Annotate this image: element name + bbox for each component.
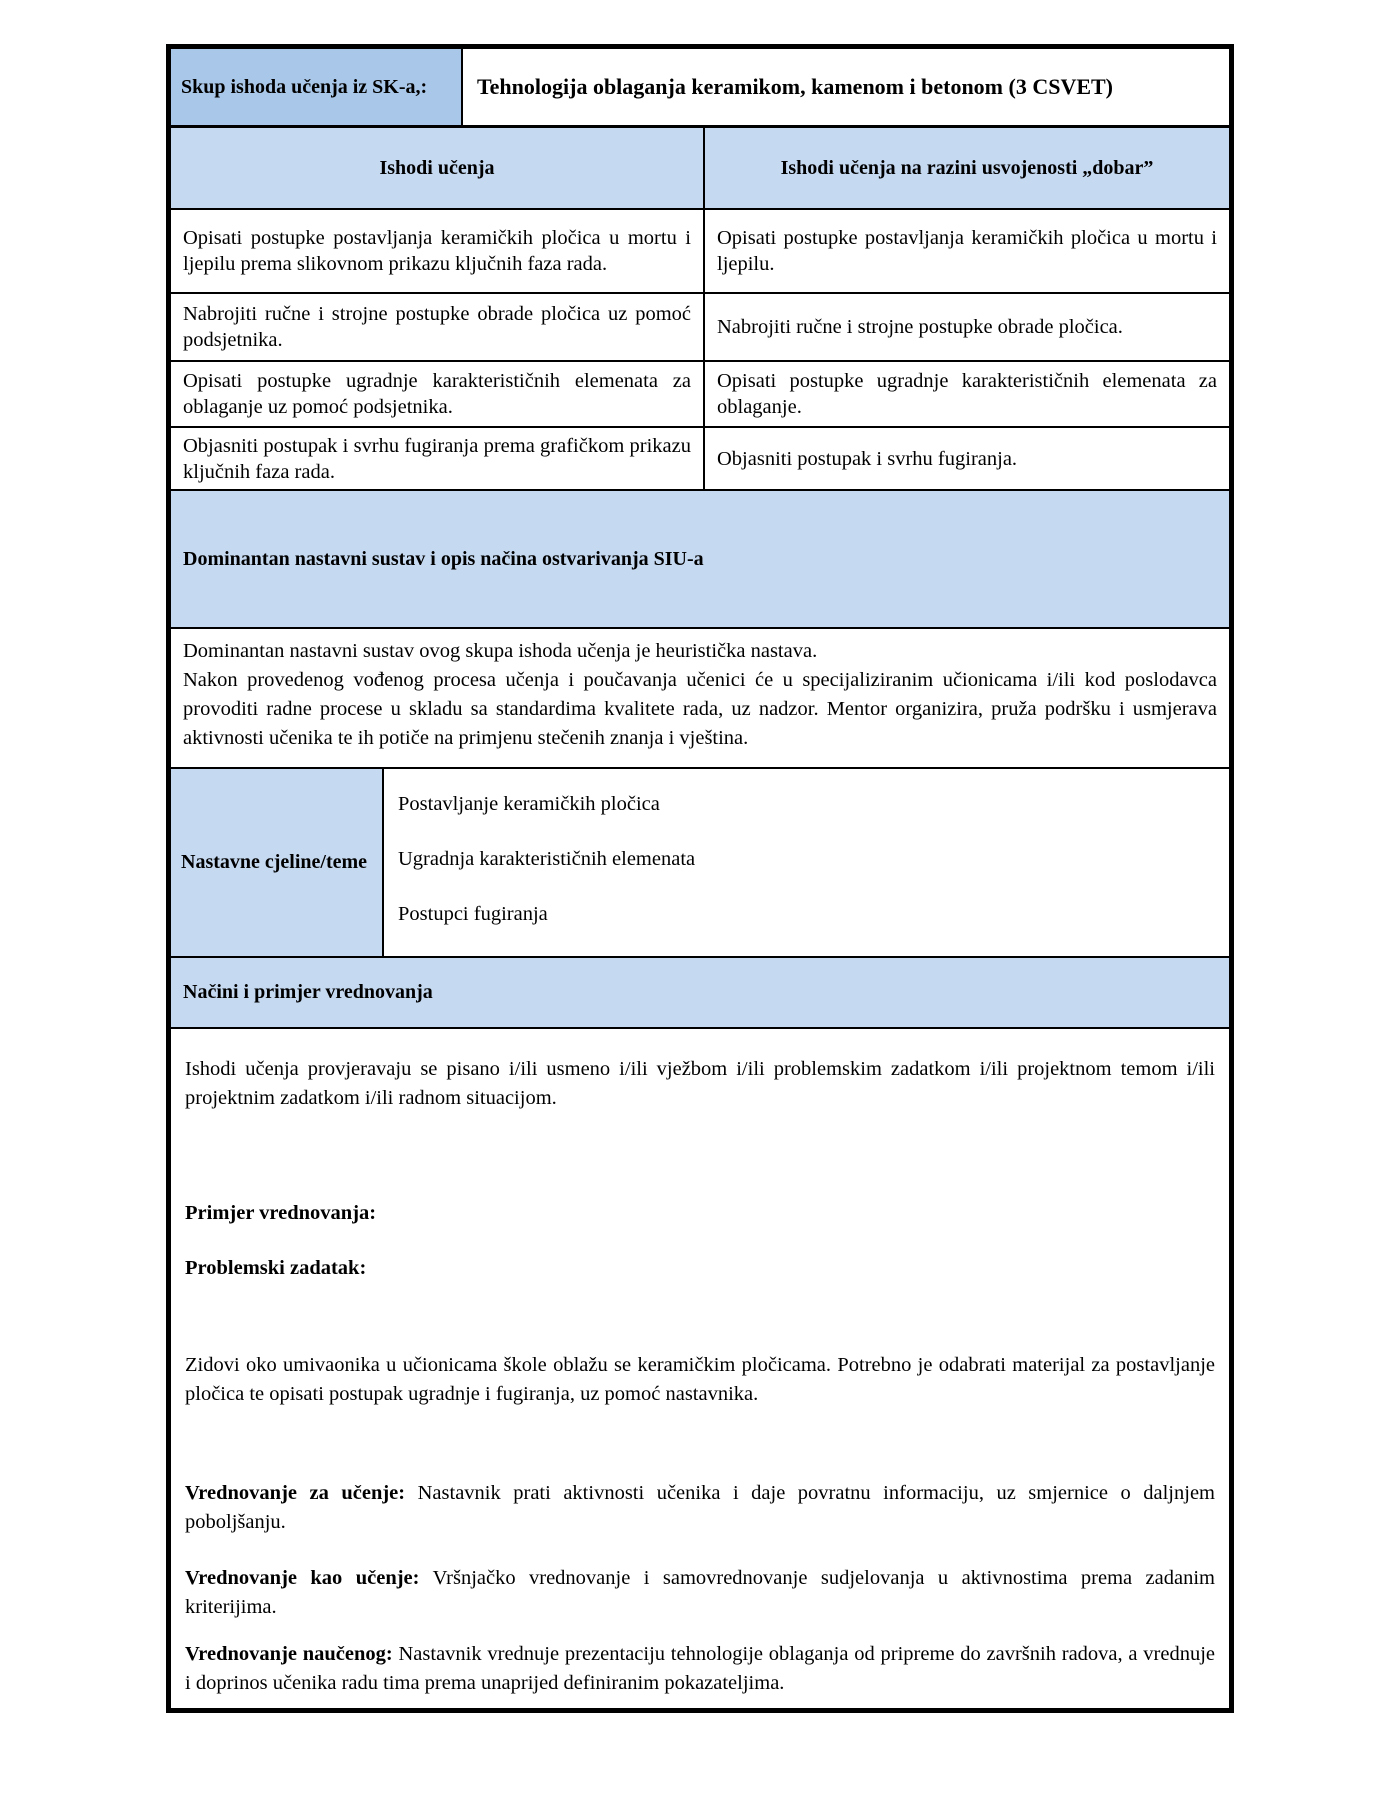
teaching-units-label-cell — [171, 769, 384, 956]
unit-title-cell — [463, 49, 1229, 125]
column-header-outcomes — [171, 128, 705, 208]
outcome-row-4 — [171, 426, 1229, 489]
outcome-2-full-text: Nabrojiti ručne i strojne postupke obrade pločica uz pomoć podsjetnika. — [183, 303, 691, 351]
outcome-3-good-text: Opisati postupke ugradnje karakterističnih elemenata za oblaganje. — [717, 370, 1217, 418]
teaching-unit-item: Postavljanje keramičkih pločica — [398, 793, 660, 815]
evaluation-intro: Ishodi učenja provjeravaju se pisano i/ili usmeno i/ili vježbom i/ili problemskim zadatkom i/ili projektnom temom i/ili projektnim zadatkom i/ili radnom situacijom. — [185, 1058, 1215, 1109]
outcome-4-full-text: Objasniti postupak i svrhu fugiranja prema grafičkom prikazu ključnih faza rada. — [183, 434, 691, 483]
outcome-4-good — [705, 428, 1229, 489]
outcome-row-1 — [171, 208, 1229, 292]
outcome-1-good — [705, 210, 1229, 292]
evaluation-type-for-learning-label: Vrednovanje za učenje: — [185, 1482, 406, 1504]
dominant-system-paragraph-1: Dominantan nastavni sustav ovog skupa ishoda učenja je heuristička nastava. — [183, 640, 818, 662]
unit-title: Tehnologija oblaganja keramikom, kamenom i betonom (3 CSVET) — [477, 74, 1114, 99]
teaching-unit-item: Ugradnja karakterističnih elemenata — [398, 848, 696, 870]
outcome-1-full — [171, 210, 705, 292]
evaluation-header-band — [171, 956, 1229, 1027]
outcome-3-full — [171, 362, 705, 426]
evaluation-type-as-learning-label: Vrednovanje kao učenje: — [185, 1567, 420, 1589]
dominant-system-header: Dominantan nastavni sustav i opis načina ostvarivanja SIU-a — [183, 547, 704, 570]
evaluation-header: Načini i primjer vrednovanja — [183, 981, 433, 1003]
evaluation-example-label: Primjer vrednovanja: — [185, 1202, 377, 1224]
evaluation-block — [171, 1027, 1229, 1708]
unit-set-label-cell — [171, 49, 463, 125]
outcome-4-full — [171, 428, 705, 489]
evaluation-type-as-learning-text: Vršnjačko vrednovanje i samovrednovanje sudjelovanja u aktivnostima prema zadanim kriterijima. — [185, 1567, 1215, 1618]
column-header-level-good — [705, 128, 1229, 208]
column-header-row — [171, 125, 1229, 208]
dominant-system-header-band — [171, 489, 1229, 627]
outcome-1-good-text: Opisati postupke postavljanja keramičkih pločica u mortu i ljepilu. — [717, 227, 1217, 275]
teaching-units-row — [171, 767, 1229, 956]
dominant-system-text-block — [171, 627, 1229, 767]
outcome-2-good-text: Nabrojiti ručne i strojne postupke obrade pločica. — [717, 316, 1123, 338]
evaluation-type-as-learning — [185, 1564, 1215, 1622]
teaching-units-label: Nastavne cjeline/teme — [181, 851, 368, 873]
outcome-3-good — [705, 362, 1229, 426]
column-header-level-good-label: Ishodi učenja na razini usvojenosti „dobar” — [780, 156, 1154, 179]
unit-set-label: Skup ishoda učenja iz SK-a,: — [181, 75, 428, 98]
dominant-system-paragraph-2: Nakon provedenog vođenog procesa učenja i poučavanja učenici će u specijaliziranim učionicama i/ili kod poslodavca provoditi radne procese u skladu sa standardima kvalitete rada, uz nadzor. Mentor organizira, pruža podršku i usmjerava aktivnosti učenika te ih potiče na primjenu stečenih znanja i vještina. — [183, 669, 1217, 749]
teaching-units-list — [384, 769, 1229, 956]
outcome-2-good — [705, 294, 1229, 360]
outcome-2-full — [171, 294, 705, 360]
evaluation-type-for-learning — [185, 1479, 1215, 1537]
table-header-row — [171, 49, 1229, 125]
column-header-outcomes-label: Ishodi učenja — [379, 156, 495, 179]
outcome-3-full-text: Opisati postupke ugradnje karakterističnih elemenata za oblaganje uz pomoć podsjetnika. — [183, 370, 691, 418]
outcome-4-good-text: Objasniti postupak i svrhu fugiranja. — [717, 447, 1018, 470]
evaluation-type-of-learned-text: Nastavnik vrednuje prezentaciju tehnologije oblaganja od pripreme do završnih radova, a vrednuje i doprinos učenika radu tima prema unaprijed definiranim pokazateljima. — [185, 1643, 1215, 1694]
evaluation-type-of-learned-label: Vrednovanje naučenog: — [185, 1643, 393, 1665]
outcome-row-2 — [171, 292, 1229, 360]
problem-task-label: Problemski zadatak: — [185, 1257, 367, 1279]
outcome-1-full-text: Opisati postupke postavljanja keramičkih pločica u mortu i ljepilu prema slikovnom prikazu ključnih faza rada. — [183, 227, 691, 275]
teaching-unit-item: Postupci fugiranja — [398, 903, 548, 925]
outcome-row-3 — [171, 360, 1229, 426]
problem-task-text: Zidovi oko umivaonika u učionicama škole oblažu se keramičkim pločicama. Potrebno je odabrati materijal za postavljanje pločica te opisati postupak ugradnje i fugiranja, uz pomoć nastavnika. — [185, 1354, 1215, 1405]
evaluation-type-for-learning-text: Nastavnik prati aktivnosti učenika i daje povratnu informaciju, uz smjernice o daljnjem poboljšanju. — [185, 1482, 1215, 1533]
evaluation-type-of-learned — [185, 1640, 1215, 1698]
curriculum-table — [166, 44, 1234, 1713]
